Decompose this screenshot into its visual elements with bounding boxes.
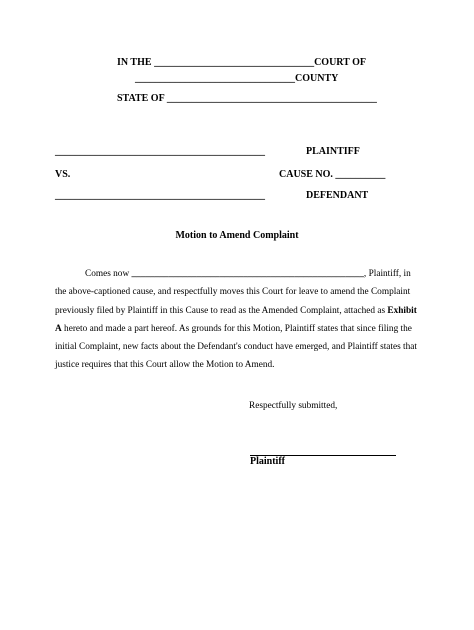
state-name-blank: __________________________________________ — [166, 93, 377, 104]
caption-court-of: COURT OF — [314, 57, 367, 68]
cause-label: CAUSE NO. — [279, 169, 333, 180]
caption-county: COUNTY — [295, 73, 339, 84]
cause-number — [279, 169, 385, 180]
body-part-1: Comes now — [85, 269, 130, 279]
body-part-2: , Plaintiff, in the above-captioned cause, and respectfully moves this Court for leave to amend the Complaint previously filed by Plaintiff in this Cause to read as the Amended Complaint, attached as — [55, 269, 411, 316]
vs-label: VS. — [55, 169, 71, 180]
caption-line-2 — [135, 73, 338, 84]
respectfully-submitted: Respectfully submitted, — [249, 401, 338, 411]
plaintiff-name-blank: __________________________________________ — [55, 146, 265, 157]
county-name-blank: ________________________________ — [135, 73, 295, 84]
plaintiff-label: PLAINTIFF — [306, 146, 360, 157]
cause-number-blank: __________ — [335, 169, 386, 180]
motion-body — [55, 265, 423, 375]
defendant-name-blank: __________________________________________ — [55, 190, 265, 201]
body-part-3: hereto and made a part hereof. As grounds for this Motion, Plaintiff states that since filing the initial Complaint, new facts about the Defendant's conduct have emerged, and Plaintiff states that justice requires that this Court allow the Motion to Amend. — [55, 323, 418, 371]
court-name-blank: ________________________________ — [154, 57, 315, 68]
defendant-label: DEFENDANT — [306, 190, 369, 201]
caption-in-the: IN THE — [117, 57, 152, 68]
caption-line-3 — [117, 93, 377, 104]
caption-state-of: STATE OF — [117, 93, 165, 104]
signer-label: Plaintiff — [250, 456, 285, 467]
caption-line-1 — [117, 57, 366, 68]
document-title: Motion to Amend Complaint — [175, 230, 299, 241]
movant-name-blank: __________________________________________________ — [131, 269, 364, 279]
exhibit-reference: Exhibit A — [55, 305, 417, 334]
